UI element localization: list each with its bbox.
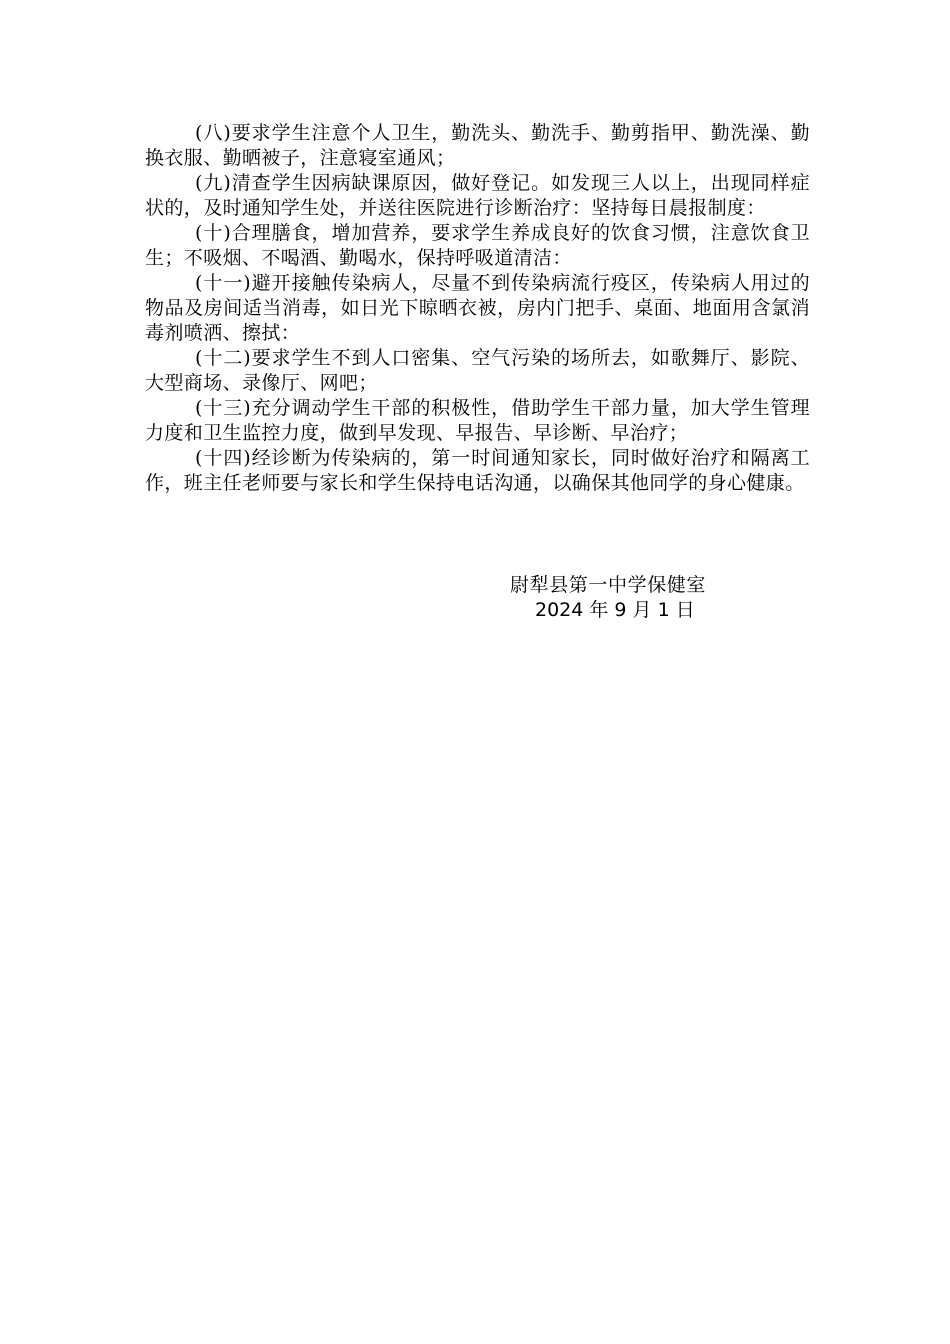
paragraph-12: (十二)要求学生不到人口密集、空气污染的场所去，如歌舞厅、影院、大型商场、录像厅、网吧；: [145, 347, 810, 394]
paragraph-8: (八)要求学生注意个人卫生，勤洗头、勤洗手、勤剪指甲、勤洗澡、勤换衣服、勤晒被子，注意寝室通风；: [145, 122, 810, 169]
signature-organization: 尉犁县第一中学保健室: [510, 574, 707, 596]
paragraph-10: (十)合理膳食，增加营养，要求学生养成良好的饮食习惯，注意饮食卫生；不吸烟、不喝酒、勤喝水，保持呼吸道清洁：: [145, 222, 810, 269]
signature-date: 2024 年 9 月 1 日: [535, 599, 695, 621]
paragraph-13: (十三)充分调动学生干部的积极性，借助学生干部力量，加大学生管理力度和卫生监控力度，做到早发现、早报告、早诊断、早治疗；: [145, 397, 810, 444]
paragraph-11: (十一)避开接触传染病人，尽量不到传染病流行疫区，传染病人用过的物品及房间适当消毒，如日光下晾晒衣被，房内门把手、桌面、地面用含氯消毒剂喷洒、擦拭：: [145, 272, 810, 344]
document-body: [145, 121, 810, 496]
paragraph-14: (十四)经诊断为传染病的，第一时间通知家长，同时做好治疗和隔离工作，班主任老师要与家长和学生保持电话沟通，以确保其他同学的身心健康。: [145, 447, 810, 494]
paragraph-9: (九)清查学生因病缺课原因，做好登记。如发现三人以上，出现同样症状的，及时通知学生处，并送往医院进行诊断治疗：坚持每日晨报制度：: [145, 172, 810, 219]
